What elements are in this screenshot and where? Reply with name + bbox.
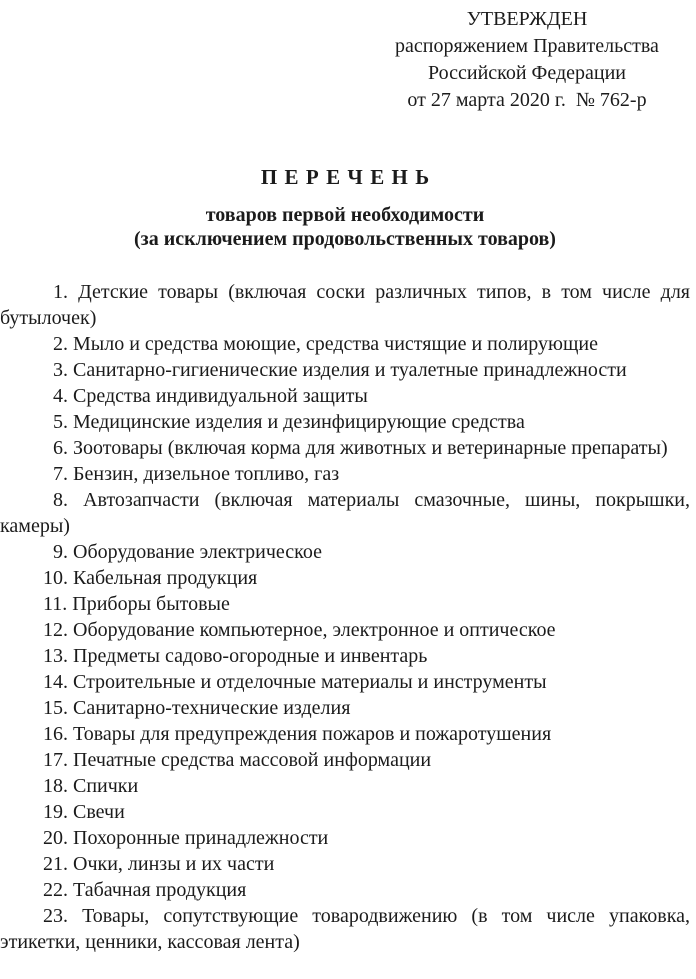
- approval-block: [377, 6, 677, 114]
- item-number: 3.: [53, 359, 68, 381]
- item-number: 4.: [53, 385, 68, 407]
- item-text: Автозапчасти (включая материалы смазочные, шины, покрышки, камеры): [0, 489, 690, 537]
- list-item: [0, 435, 690, 461]
- subtitle-line-1: товаров первой необходимости: [205, 204, 485, 226]
- item-text: Похоронные принадлежности: [73, 827, 329, 849]
- item-text: Бензин, дизельное топливо, газ: [73, 463, 340, 485]
- item-number: 17.: [43, 749, 68, 771]
- item-number: 16.: [43, 723, 68, 745]
- item-text: Предметы садово-огородные и инвентарь: [73, 645, 428, 667]
- item-number: 1.: [53, 281, 68, 303]
- item-text: Медицинские изделия и дезинфицирующие средства: [73, 411, 525, 433]
- item-text: Кабельная продукция: [73, 567, 258, 589]
- item-number: 15.: [43, 697, 68, 719]
- subtitle-line-2: (за исключением продовольственных товаров): [134, 228, 556, 250]
- item-text: Санитарно-гигиенические изделия и туалетные принадлежности: [73, 359, 627, 381]
- approval-line-2: распоряжением Правительства: [395, 35, 659, 57]
- list-item: [0, 383, 690, 409]
- goods-list: [0, 279, 690, 955]
- item-text: Печатные средства массовой информации: [73, 749, 432, 771]
- item-text: Товары для предупреждения пожаров и пожаротушения: [73, 723, 552, 745]
- item-text: Зоотовары (включая корма для животных и ветеринарные препараты): [73, 437, 668, 459]
- item-text: Строительные и отделочные материалы и инструменты: [73, 671, 547, 693]
- list-item: [0, 487, 690, 539]
- item-number: 19.: [43, 801, 68, 823]
- list-item: [0, 461, 690, 487]
- item-text: Санитарно-технические изделия: [73, 697, 351, 719]
- item-number: 8.: [53, 489, 68, 511]
- approval-line-4: от 27 марта 2020 г. № 762-р: [407, 89, 647, 111]
- approval-line-3: Российской Федерации: [427, 62, 627, 84]
- list-item: [0, 409, 690, 435]
- item-text: Свечи: [73, 801, 125, 823]
- list-item: [0, 357, 690, 383]
- list-item: [0, 851, 690, 877]
- list-item: [0, 825, 690, 851]
- list-item: [0, 799, 690, 825]
- list-item: [0, 539, 690, 565]
- item-number: 9.: [53, 541, 68, 563]
- item-number: 7.: [53, 463, 68, 485]
- item-text: Средства индивидуальной защиты: [73, 385, 368, 407]
- list-item: [0, 695, 690, 721]
- approval-line-1: УТВЕРЖДЕН: [466, 8, 588, 30]
- item-number: 5.: [53, 411, 68, 433]
- list-item: [0, 643, 690, 669]
- item-text: Детские товары (включая соски различных типов, в том числе для бутылочек): [0, 281, 690, 329]
- item-number: 23.: [43, 905, 68, 927]
- item-number: 12.: [43, 619, 68, 641]
- item-text: Спички: [73, 775, 139, 797]
- item-text: Оборудование электрическое: [73, 541, 322, 563]
- list-item: [0, 331, 690, 357]
- item-number: 13.: [43, 645, 68, 667]
- list-item: [0, 747, 690, 773]
- item-text: Оборудование компьютерное, электронное и оптическое: [73, 619, 556, 641]
- list-item: [0, 565, 690, 591]
- item-text: Приборы бытовые: [72, 593, 230, 615]
- list-item: [0, 903, 690, 955]
- list-item: [0, 669, 690, 695]
- document-subtitle: [0, 203, 690, 251]
- list-item: [0, 877, 690, 903]
- item-number: 11.: [43, 593, 68, 615]
- document-title: ПЕРЕЧЕНЬ: [260, 165, 437, 189]
- item-text: Табачная продукция: [73, 879, 247, 901]
- list-item: [0, 617, 690, 643]
- item-text: Очки, линзы и их части: [73, 853, 275, 875]
- item-number: 18.: [43, 775, 68, 797]
- item-number: 14.: [43, 671, 68, 693]
- item-number: 21.: [43, 853, 68, 875]
- list-item: [0, 773, 690, 799]
- item-text: Товары, сопутствующие товародвижению (в том числе упаковка, этикетки, ценники, кассовая лента): [0, 905, 691, 953]
- item-number: 2.: [53, 333, 68, 355]
- item-number: 22.: [43, 879, 68, 901]
- item-number: 6.: [53, 437, 68, 459]
- item-number: 10.: [43, 567, 68, 589]
- item-text: Мыло и средства моющие, средства чистящие и полирующие: [73, 333, 598, 355]
- item-number: 20.: [43, 827, 68, 849]
- list-item: [0, 591, 690, 617]
- list-item: [0, 721, 690, 747]
- list-item: [0, 279, 690, 331]
